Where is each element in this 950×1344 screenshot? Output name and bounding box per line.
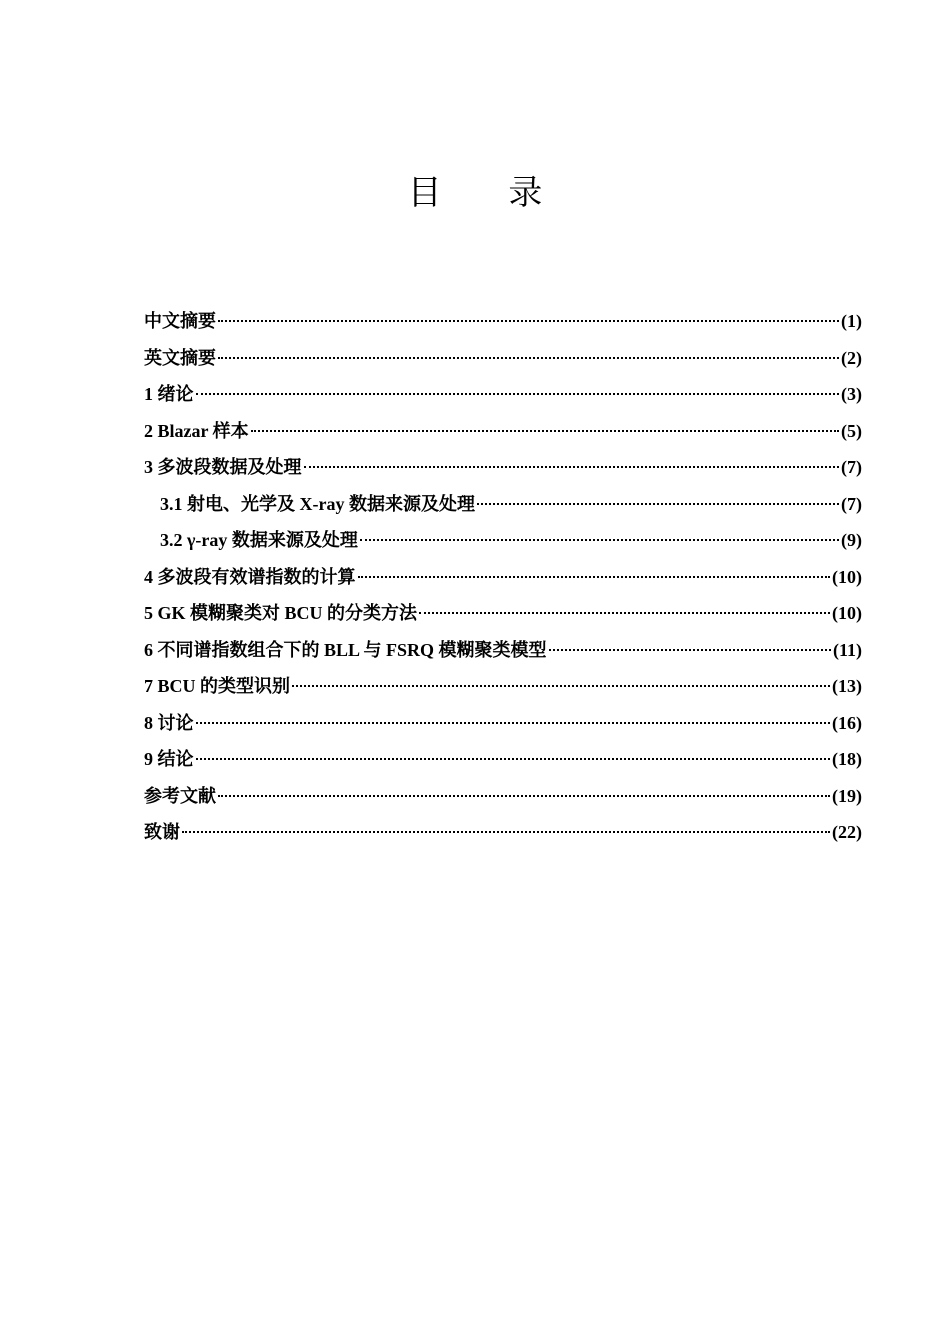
toc-entry-page: (7) [841, 493, 862, 514]
toc-entry-label: 致谢 [144, 822, 180, 842]
toc-entry-label: 8 讨论 [144, 712, 194, 733]
toc-entry-label: 6 不同谱指数组合下的 BLL 与 FSRQ 模糊聚类模型 [144, 639, 547, 660]
dot-leader [218, 795, 830, 797]
dot-leader [182, 831, 830, 833]
toc-entry[interactable] [144, 672, 862, 709]
toc-entry-label: 9 结论 [144, 749, 194, 769]
toc-entry-page: (13) [832, 676, 862, 696]
toc-entry-page: (7) [841, 457, 862, 477]
toc-entry[interactable] [144, 380, 862, 417]
toc-entry-label: 3.1 射电、光学及 X-ray 数据来源及处理 [160, 493, 475, 514]
toc-entry-page: (10) [832, 603, 862, 623]
dot-leader [304, 466, 840, 468]
dot-leader [251, 430, 839, 432]
toc-entry-page: (10) [832, 566, 862, 587]
toc-entry-label: 3.2 γ-ray 数据来源及处理 [160, 530, 358, 550]
dot-leader [360, 539, 839, 541]
toc-entry[interactable] [144, 453, 862, 490]
dot-leader [196, 393, 840, 395]
toc-entry-page: (19) [832, 785, 862, 806]
toc-entry-page: (11) [833, 639, 862, 660]
dot-leader [477, 503, 839, 505]
toc-entry[interactable] [144, 745, 862, 782]
dot-leader [292, 685, 830, 687]
dot-leader [196, 758, 831, 760]
toc-entry-label: 3 多波段数据及处理 [144, 457, 302, 477]
page-title: 目 录 [407, 173, 571, 213]
toc-entry-label: 中文摘要 [144, 311, 216, 331]
toc-subentry[interactable] [144, 526, 862, 563]
dot-leader [218, 320, 839, 322]
dot-leader [549, 649, 831, 651]
toc-entry-page: (2) [841, 347, 862, 368]
toc-entry[interactable] [144, 307, 862, 344]
toc-entry[interactable] [144, 563, 862, 600]
dot-leader [218, 357, 839, 359]
dot-leader [358, 576, 831, 578]
toc-entry-label: 4 多波段有效谱指数的计算 [144, 566, 356, 587]
toc-entry[interactable] [144, 818, 862, 855]
toc-entry[interactable] [144, 417, 862, 454]
toc-entry[interactable] [144, 782, 862, 819]
toc-entry[interactable] [144, 709, 862, 746]
toc-entry-page: (18) [832, 749, 862, 769]
toc-entry-page: (16) [832, 712, 862, 733]
toc-entry[interactable] [144, 636, 862, 673]
toc-entry[interactable] [144, 344, 862, 381]
toc-entry-label: 英文摘要 [144, 347, 216, 368]
toc-entry-label: 7 BCU 的类型识别 [144, 676, 291, 696]
table-of-contents [144, 307, 862, 855]
toc-entry-page: (9) [841, 530, 862, 550]
toc-entry-label: 1 绪论 [144, 384, 194, 404]
toc-entry-page: (1) [841, 311, 862, 331]
toc-subentry[interactable] [144, 490, 862, 527]
toc-entry-page: (22) [832, 822, 862, 842]
toc-entry-label: 2 Blazar 样本 [144, 420, 249, 441]
toc-entry-page: (3) [841, 384, 862, 404]
dot-leader [196, 722, 831, 724]
toc-entry-label: 5 GK 模糊聚类对 BCU 的分类方法 [144, 603, 418, 623]
toc-entry-label: 参考文献 [144, 785, 216, 806]
toc-entry-page: (5) [841, 420, 862, 441]
toc-entry[interactable] [144, 599, 862, 636]
dot-leader [419, 612, 830, 614]
